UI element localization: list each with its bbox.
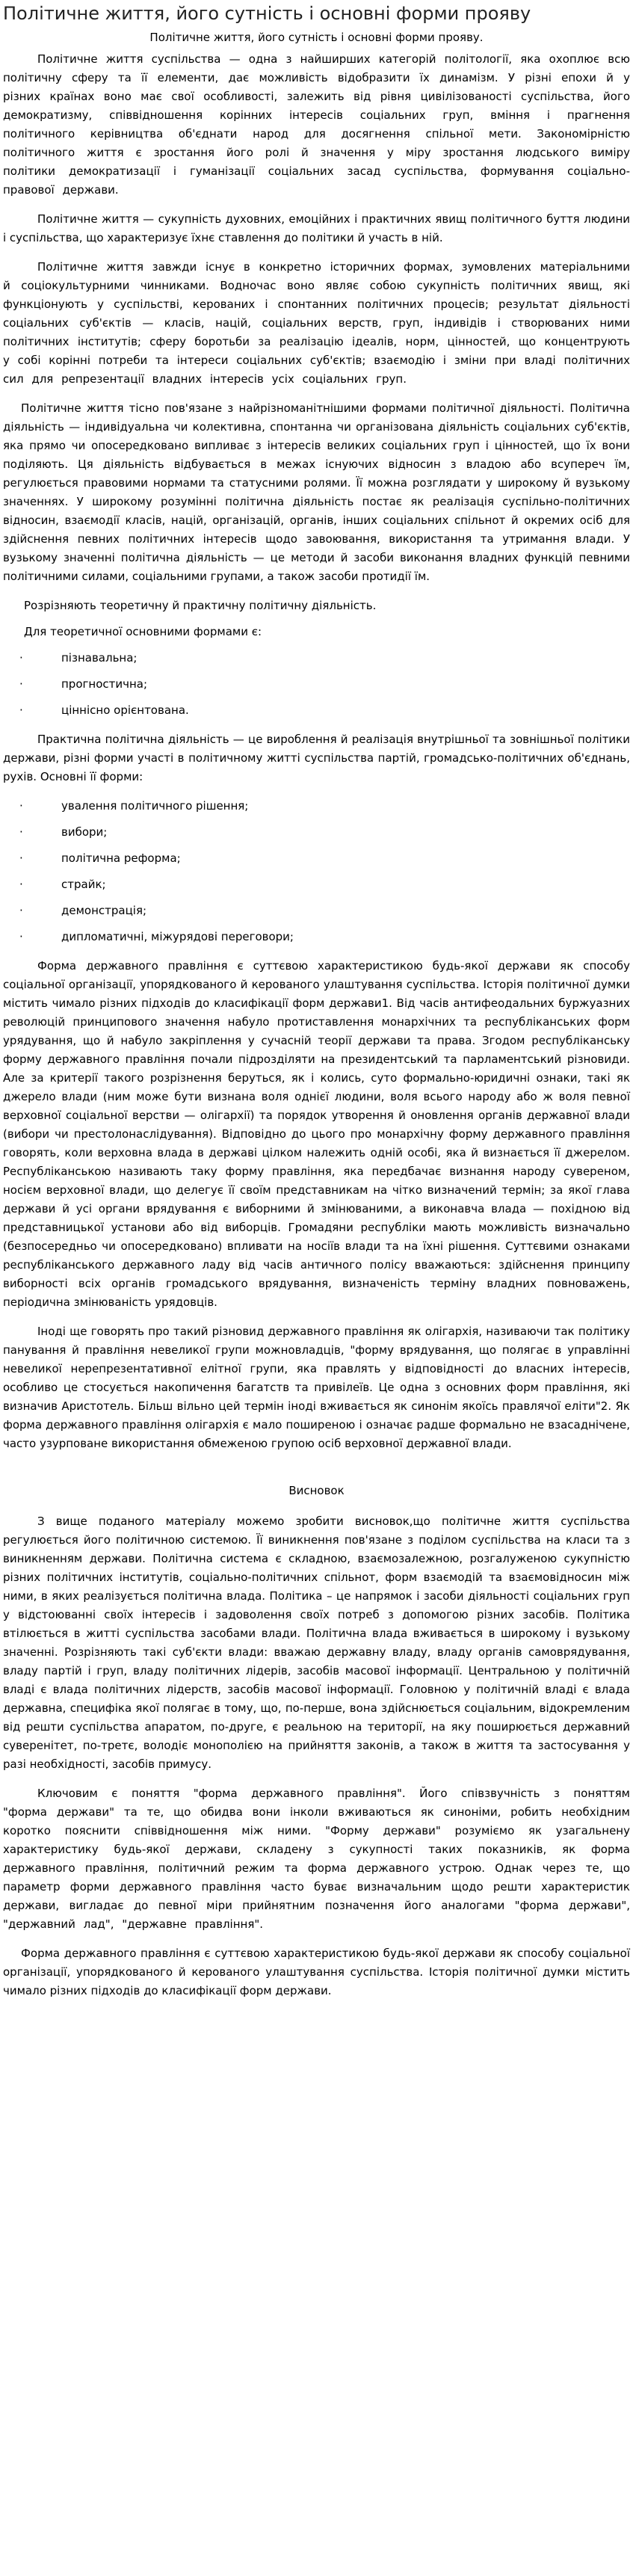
list-item-text: вибори; [61,825,108,839]
bullet-mark: · [19,825,23,839]
paragraph-theory-intro: Для теоретичної основними формами є: [24,625,262,638]
bullet-mark: · [19,904,23,917]
list-item-text: пізнавальна; [61,651,138,665]
bullet-mark: · [19,851,23,865]
list-item [3,649,630,668]
theory-forms-list [3,649,630,720]
page-title: Політичне життя, його сутність і основні форми прояву [3,3,531,24]
bullet-mark: · [19,799,23,813]
list-item-text: демонстрація; [61,904,147,917]
list-item-text: дипломатичні, міжурядові переговори; [61,930,294,943]
subtitle: Політичне життя, його сутність і основні форми прояву. [149,31,484,44]
bullet-mark: · [19,677,23,691]
list-item [3,849,630,868]
list-item [3,928,630,946]
paragraph-distinguish: Розрізняють теоретичну й практичну політичну діяльність. [24,599,377,612]
document-page [0,1,633,2000]
list-item [3,797,630,816]
paragraph-government-2: Іноді ще говорять про такий різновид державного правління як олігархія, називаючи так політику панування й правління невеликої групи можновладців, "форму врядування, що полягає в управлінні невеликої нерепрезентативної елітної групи, яка правлять у відповідності до власних інтересів, особливо це стосується накопичення багатств та привілеїв. Це одна з основних форм правління, які визначив Аристотель. Більш вільно цей термін іноді вживається як синонім якоїсь правлячої еліти"2. Як форма державного правління олігархія є мало поширеною і означає радше формально не взасаднічене, часто узурповане використання обмеженою групою осіб верховної державної влади. [3,1325,630,1450]
list-item-text: страйк; [61,878,106,891]
paragraph-intro-2: Політичне життя — сукупність духовних, емоційних і практичних явищ політичного буття людини і суспільства, що характеризує їхнє ставлення до політики й участь в ній. [3,212,630,244]
paragraph-conclusion-2: Ключовим є поняття "форма державного правління". Його співзвучність з поняттям "форма держави" та те, що обидва вони інколи вживаються як синоніми, робить необхідним коротко пояснити співвідношення між ними. "Форму держави" розуміємо як узагальнену характеристику будь-якої держави, складену з сукупності таких показників, як форма державного правління, політичний режим та форма державного устрою. Однак через те, що параметр форми державного правління часто буває визначальним щодо решти характеристик держави, вигладає до певної міри прийнятним позначення його аналогами "форма держави", "державний лад", "державне правління". [3,1787,630,1931]
paragraph-conclusion-1: З вище поданого матеріалу можемо зробити висновок,що політичне життя суспільства регулюється його політичною системою. Її виникнення пов'язане з поділом суспільства на класи та з виникненням держави. Політична система є складною, взаємозалежною, розгалуженою сукупністю різних політичних інститутів, соціально-політичних спільнот, форм взаємодій та взаємовідносин між ними, в яких реалізується політична влада. Політика – це напрямок і засоби діяльності соціальних груп у відстоюванні своїх інтересів і задоволення своїх потреб з допомогою різних засобів. Політика втілюється в житті суспільства засобами влади. Політична влада вживається в широкому і вузькому значенні. Розрізняють такі суб'єкти влади: вважаю державну владу, владу органів самоврядування, владу партій і груп, владу політичних лідерів, засобів масової інформації. Центральною у політичній владі є влада політичних лідерств, засобів масової інформації. Головною у політичній владі є влада державна, специфіка якої полягає в тому, що, по-перше, вона здійснюється соціальним, відокремленим від решти суспільства апаратом, по-друге, є реальною на території, на яку поширюється державний суверенітет, по-третє, володіє монополією на прийняття законів, а також в життя та застосування у разі необхідності, засобів примусу. [3,1515,630,1771]
bullet-mark: · [19,651,23,665]
bullet-mark: · [19,703,23,717]
paragraph-intro-3: Політичне життя завжди існує в конкретно історичних формах, зумовлених матеріальними й соціокультурними чинниками. Водночас воно являє собою сукупність політичних явищ, які функціонують у суспільстві, керованих і спонтанних політичних процесів; результат діяльності соціальних суб'єктів — класів, націй, соціальних верств, груп, індивідів і створюваних ними політичних інститутів; сферу боротьби за реалізацію ідеалів, норм, цінностей, що концентрують у собі корінні потреби та інтереси соціальних суб'єктів; взаємодію і зміни при владі політичних сил для репрезентації владних інтересів усіх соціальних груп. [3,260,630,386]
list-item-text: увалення політичного рішення; [61,799,249,813]
list-item [3,875,630,894]
list-item [3,675,630,694]
paragraph-conclusion-3: Форма державного правління є суттєвою характеристикою будь-якої держави як способу соціальної організації, упорядкованого й керованого улаштування суспільства. Історія політичної думки містить чимало різних підходів до класифікації форм держави. [3,1947,630,1997]
list-item [3,823,630,842]
list-item-text: політична реформа; [61,851,181,865]
conclusion-heading: Висновок [288,1484,345,1497]
paragraph-intro-4: Політичне життя тісно пов'язане з найрізноманітнішими формами політичної діяльності. Політична діяльність — індивідуальна чи колективна, спонтанна чи організована діяльність соціальних суб'єктів, яка прямо чи опосередковано випливає з інтересів великих соціальних груп і цінностей, що їх вони поділяють. Ця діяльність відбувається в межах існуючих відносин з владою або всупереч їм, регулюється правовими нормами та статусними ролями. Її можна розглядати у широкому й вузькому значеннях. У широкому розумінні політична діяльність постає як реалізація суспільно-політичних відносин, взаємодії класів, націй, організацій, органів, інших соціальних спільнот й окремих осіб для здійснення певних політичних інтересів щодо завоювання, використання та утримання влади. У вузькому значенні політична діяльність — це методи й засоби виконання владних функцій певними політичними силами, соціальними групами, а також засоби протидії їм. [3,401,630,583]
bullet-mark: · [19,878,23,891]
practice-forms-list [3,797,630,946]
list-item [3,701,630,720]
paragraph-practice-intro: Практична політична діяльність — це вироблення й реалізація внутрішньої та зовнішньої політики держави, різні форми участі в політичному житті суспільства партій, громадсько-політичних об'єднань, рухів. Основні її форми: [3,733,630,783]
paragraph-government-1: Форма державного правління є суттєвою характеристикою будь-якої держави як способу соціальної організації, упорядкованого й керованого улаштування суспільства. Історія політичної думки містить чимало різних підходів до класифікації форм держави1. Від часів антифеодальних буржуазних революцій принципового значення набуло протиставлення монархічних та республіканських форм урядування, що й набуло закріплення у сучасній теорії держави та права. Згодом республіканську форму державного правління почали підрозділяти на президентський та парламентський різновиди. Але за критерії такого розрізнення беруться, як і колись, суто формально-юридичні ознаки, такі як джерело влади (ним може бути визнана воля однієї людини, воля всього народу або ж воля певної верховної соціальної верстви — олігархії) та порядок утворення й оновлення органів державної влади (вибори чи престолонаслідування). Відповідно до цього про монархічну форму державного правління говорять, коли верховна влада в державі цілком належить одній особі, яка й визнається її джерелом. Республіканською називають таку форму правління, яка передбачає визнання народу сувереном, носієм верховної влади, що делегує її своїм представникам на чітко визначений термін; за якої глава держави й усі органи врядування є виборними й змінюваними, а виконавча влада — похідною від представницької установи або від виборців. Громадяни республіки мають можливість визначально (безпосередньо чи опосередковано) впливати на носіїв влади та на їхні рішення. Суттєвими ознаками республіканського державного ладу від часів античного полісу вважаються: здійснення принципу виборності всіх органів громадського врядування, визначеність терміну владних повноважень, періодична змінюваність урядовців. [3,959,630,1309]
list-item-text: ціннісно орієнтована. [61,703,189,717]
bullet-mark: · [19,930,23,943]
paragraph-intro-1: Політичне життя суспільства — одна з найширших категорій політології, яка охоплює всю політичну сферу та її елементи, дає можливість відобразити їх динамізм. У різні епохи й у різних країнах воно має свої особливості, залежить від рівня цивілізованості суспільства, його демократизму, співвідношення корінних інтересів соціальних груп, вміння і прагнення політичного керівництва об'єднати народ для досягнення спільної мети. Закономірністю політичного життя є зростання його ролі й значення у міру зростання людського виміру політики демократизації і гуманізації соціальних засад суспільства, формування соціально-правової держави. [3,52,630,197]
list-item [3,902,630,920]
list-item-text: прогностична; [61,677,148,691]
